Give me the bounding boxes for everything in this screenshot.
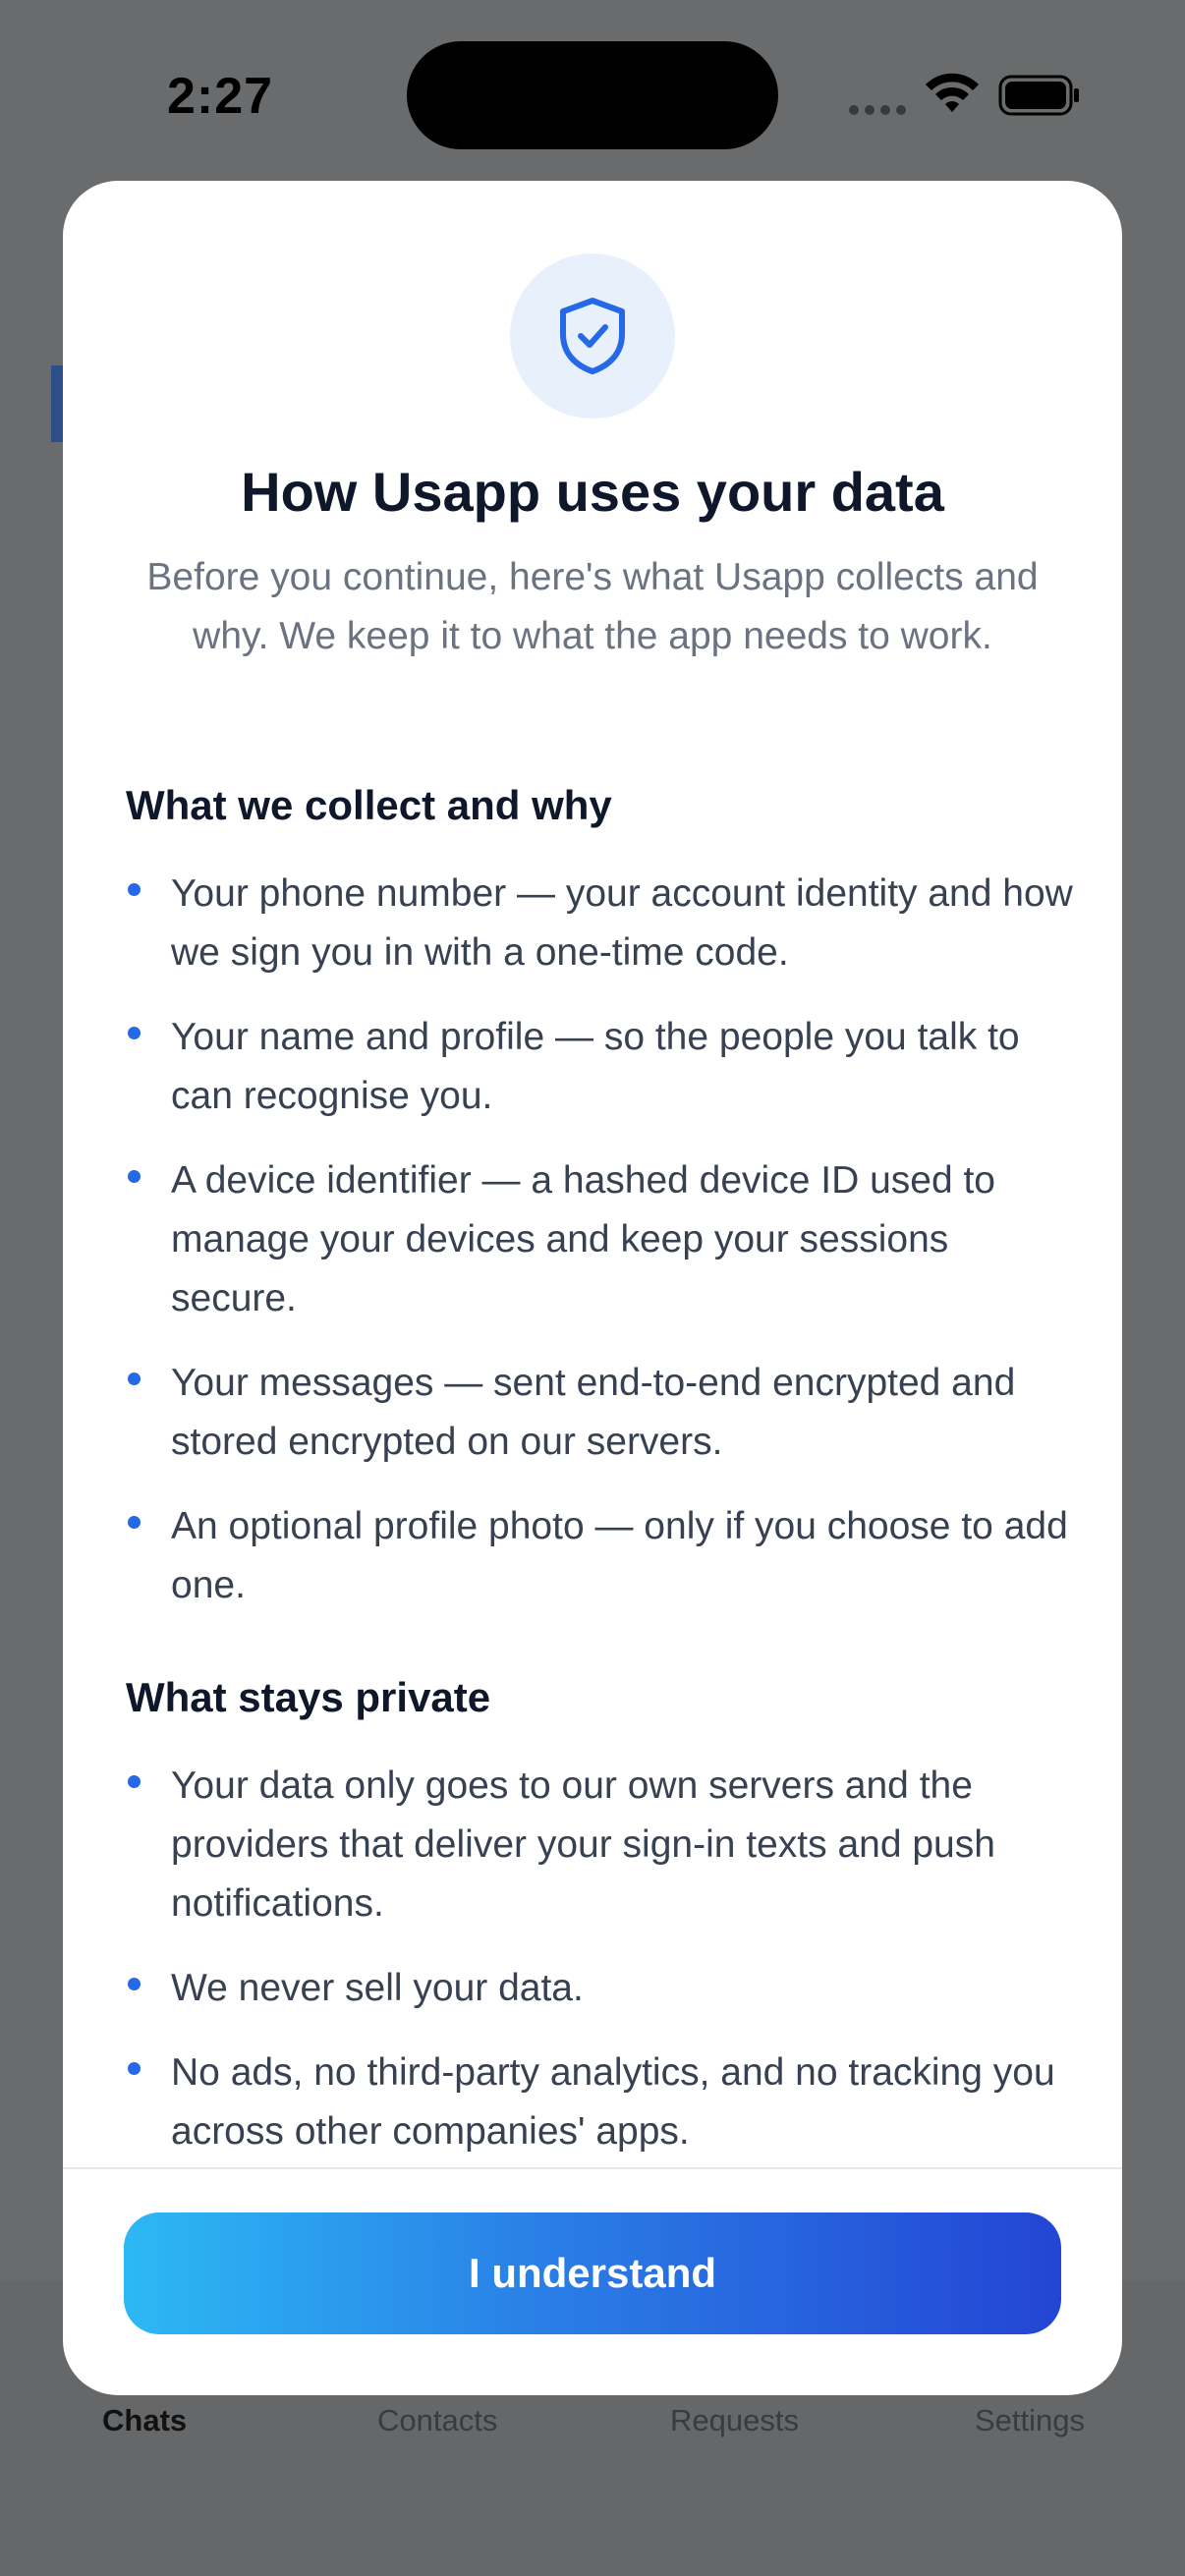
tab-chats[interactable]: Chats [102,2403,188,2437]
bullet-dot [128,1027,141,1039]
cellular-signal-icon [849,102,912,120]
shield-check-icon [555,295,630,377]
bullet-dot [128,1372,141,1385]
wifi-icon [924,73,981,121]
bullet-dot [128,883,141,896]
list-item-text: We never sell your data. [171,1967,584,2009]
bullet-dot [128,2062,141,2075]
list-item-text: Your name and profile — so the people you talk to can recognise you. [171,1016,1020,1117]
list-item-text: Your data only goes to our own servers and the providers that deliver your sign-in texts and push notifications. [171,1764,995,1925]
modal-subtitle: Before you continue, here's what Usapp collects and why. We keep it to what the app needs to work. [146,556,1039,657]
list-item-text: No ads, no third-party analytics, and no tracking you across other companies' apps. [171,2051,1055,2153]
footer-divider [63,2167,1122,2169]
list-item-text: Your phone number — your account identity and how we sign you in with a one-time code. [171,872,1073,974]
battery-icon [998,75,1081,121]
list-item-text: A device identifier — a hashed device ID used to manage your devices and keep your sessions secure. [171,1159,995,1319]
tab-settings[interactable]: Settings [975,2403,1086,2437]
modal-title: How Usapp uses your data [241,461,944,523]
dynamic-island [407,41,778,149]
bullet-dot [128,1170,141,1183]
section-heading-private: What stays private [126,1674,491,1720]
bullet-dot [128,1516,141,1529]
section-heading-collect: What we collect and why [126,782,612,828]
i-understand-button[interactable]: I understand [124,2212,1061,2334]
list-item-text: Your messages — sent end-to-end encrypted and stored encrypted on our servers. [171,1362,1016,1463]
data-usage-modal [63,181,1122,2395]
tab-contacts[interactable]: Contacts [377,2403,498,2437]
bullet-dot [128,1775,141,1788]
list-item-text: An optional profile photo — only if you choose to add one. [171,1505,1068,1606]
bullet-dot [128,1978,141,1990]
shield-badge [510,253,675,419]
status-time: 2:27 [167,68,274,125]
tab-requests[interactable]: Requests [670,2403,799,2437]
